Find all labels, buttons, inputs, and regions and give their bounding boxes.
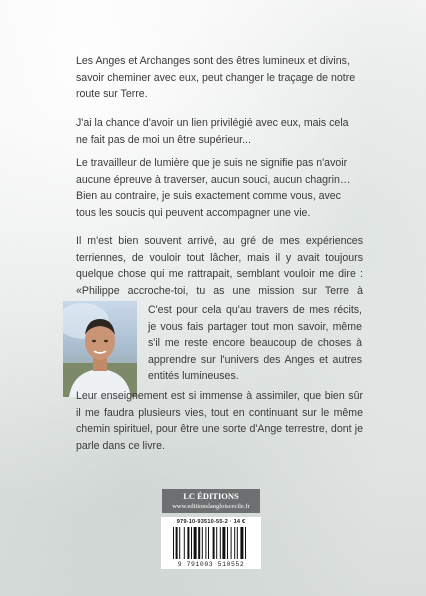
blurb-paragraph-4: Il m'est bien souvent arrivé, au gré de mes expériences terriennes, de vouloir tout lâcher, mais il y avait toujours quelque chose qui me rattrapait, semblant vouloir me dire : «Philippe accroche-toi, tu as une mission sur Terre à — [76, 235, 363, 297]
barcode-digits: 9 791093 510552 — [177, 561, 245, 568]
blurb-paragraph-2: J'ai la chance d'avoir un lien privilégié avec eux, mais cela ne fait pas de moi un être supérieur... — [76, 117, 349, 146]
author-portrait-illustration — [63, 301, 137, 397]
author-photo — [63, 301, 137, 397]
blurb-paragraph-3: Le travailleur de lumière que je suis ne signifie pas n'avoir aucune épreuve à traverser, aucun souci, aucun chagrin… Bien au contraire, je suis exactement comme vous, avec tous les soucis qui peuvent accompagner une vie. — [76, 157, 351, 219]
publisher-url: www.editionslangloiscecile.fr — [172, 503, 250, 510]
blurb-paragraph-1: Les Anges et Archanges sont des êtres lumineux et divins, savoir cheminer avec eux, peut changer le traçage de notre route sur Terre. — [76, 55, 356, 101]
blurb-paragraph-5: C'est pour cela qu'au travers de mes récits, je vous fais partager tout mon savoir, même s'il me reste encore beaucoup de choses à apprendre sur l'univers des Anges et autres entités lumineuses. — [148, 304, 362, 383]
publisher-logo — [162, 489, 260, 513]
publisher-name: LC ÉDITIONS — [183, 491, 239, 501]
isbn-price: 979-10-93510-55-2 · 14 € — [176, 519, 246, 525]
barcode-box — [161, 517, 261, 569]
blurb-paragraph-6: Leur enseignement est si immense à assimiler, que bien sûr il me faudra plusieurs vies, tout en continuant sur le même chemin spirituel, pour être une sorte d'Ange terrestre, dont je parle dans ce livre. — [76, 390, 363, 452]
barcode-icon — [173, 527, 249, 559]
